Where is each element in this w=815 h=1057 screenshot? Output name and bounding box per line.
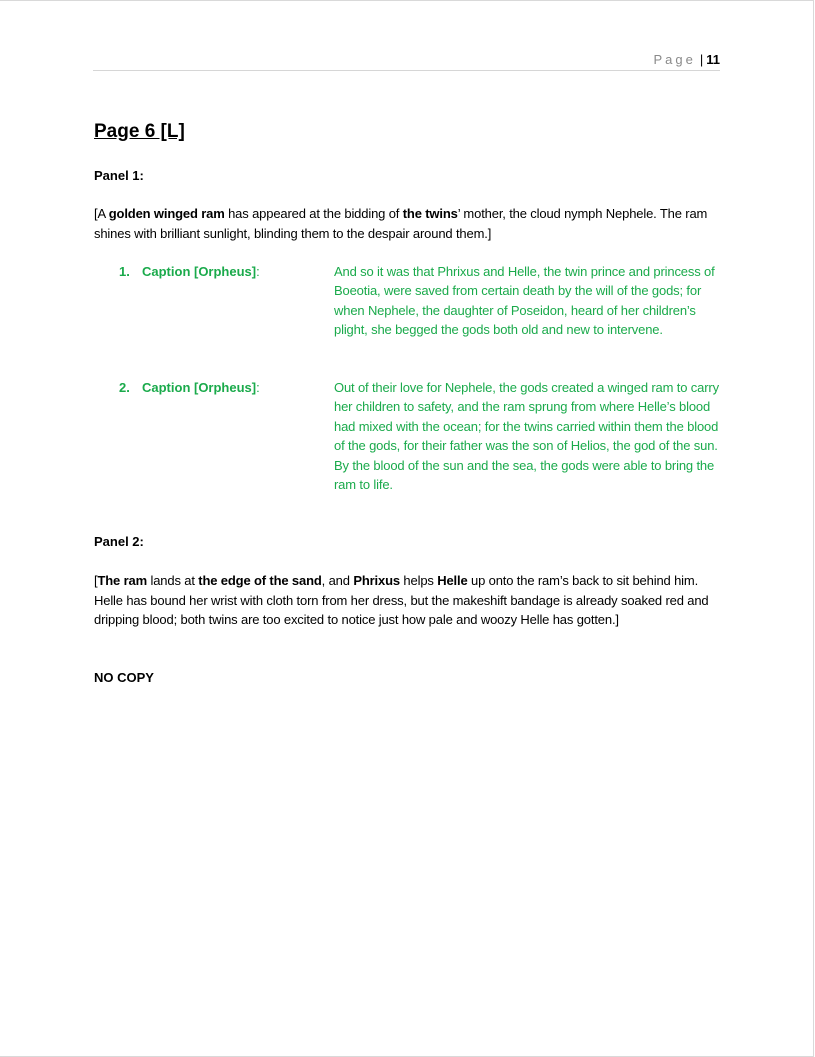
- caption-2-text: Out of their love for Nephele, the gods created a winged ram to carry her children to safety, and the ram sprung from where Helle’s blood had mixed with the ocean; for the twins carried within them the blood of the gods, for their father was the son of Helios, the god of the sun. By the blood of the sun and the sea, the gods were able to bring the ram to life.: [334, 380, 719, 493]
- header-separator: |: [699, 52, 704, 67]
- caption-2-speaker: 2. Caption [Orpheus]:: [119, 380, 260, 395]
- header-page-word: Page: [653, 52, 696, 67]
- header-page-number: 11: [706, 52, 720, 67]
- no-copy-note: NO COPY: [94, 670, 154, 685]
- panel-1-description: [A golden winged ram has appeared at the bidding of the twins’ mother, the cloud nymph Nephele. The ram shines with brilliant sunlight, blinding them to the despair around them.]: [94, 206, 708, 241]
- panel-2-description: [The ram lands at the edge of the sand, and Phrixus helps Helle up onto the ram’s back to sit behind him. Helle has bound her wrist with cloth torn from her dress, but the makeshift bandage is already soaked red and dripping blood; both twins are too excited to notice just how pale and woozy Helle has gotten.]: [94, 573, 709, 627]
- caption-1-speaker: 1. Caption [Orpheus]:: [119, 264, 260, 279]
- panel-2-label: Panel 2:: [94, 534, 144, 549]
- page-header: [93, 49, 720, 71]
- caption-1-text: And so it was that Phrixus and Helle, the twin prince and princess of Boeotia, were saved from certain death by the will of the gods; for when Nephele, the daughter of Poseidon, heard of her children’s plight, she begged the gods both old and new to intervene.: [334, 264, 715, 338]
- page-title: Page 6 [L]: [94, 121, 185, 142]
- panel-1-label: Panel 1:: [94, 168, 144, 183]
